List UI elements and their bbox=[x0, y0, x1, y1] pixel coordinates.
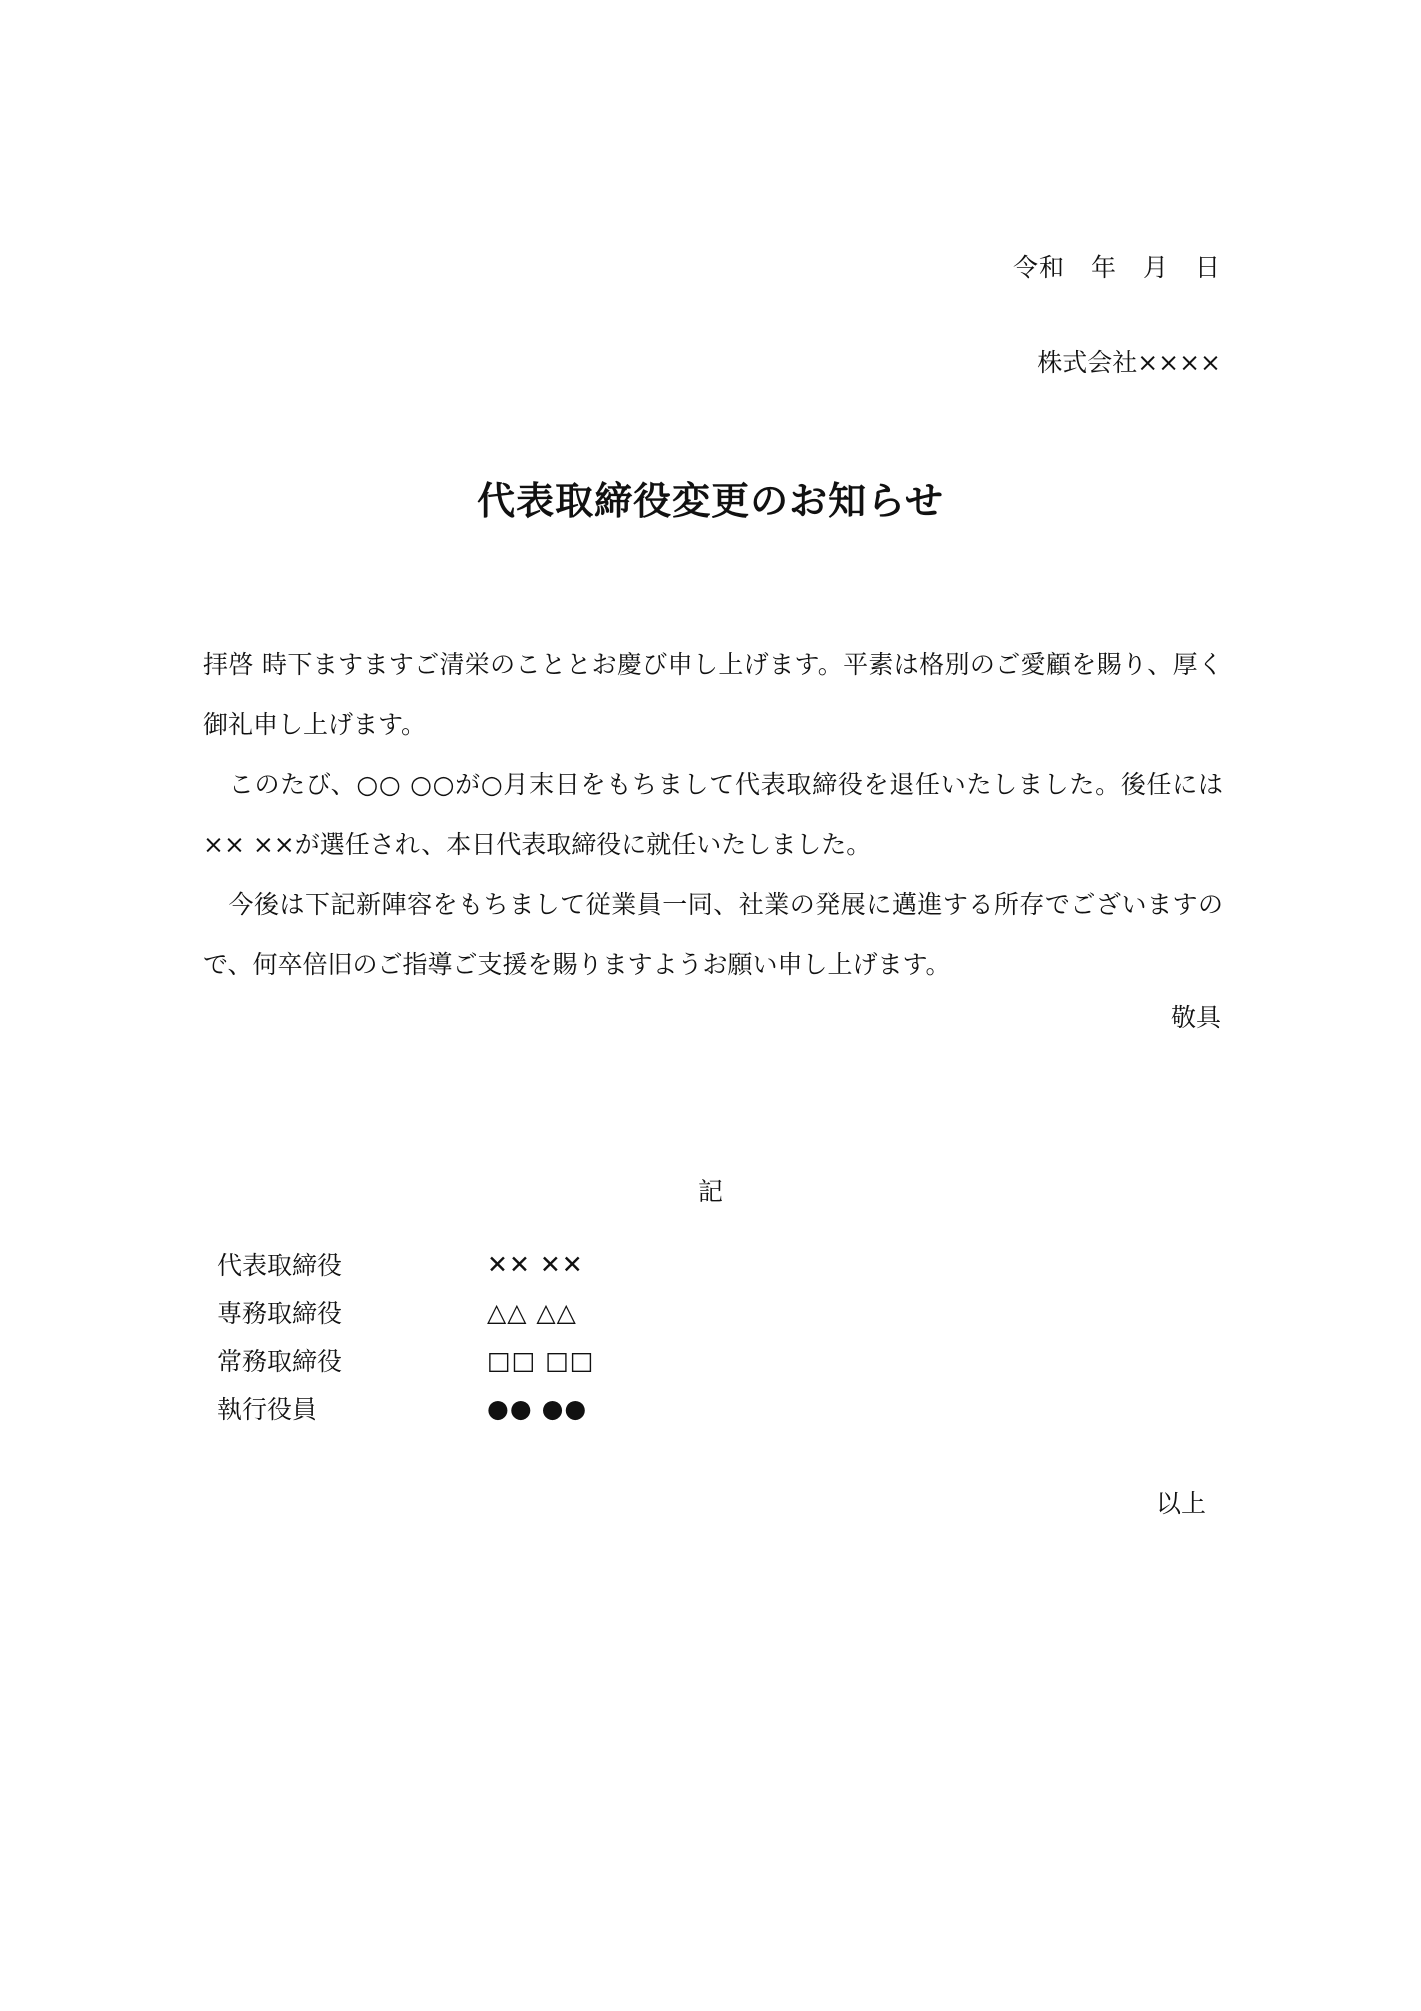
paragraph-request: 今後は下記新陣容をもちまして従業員一同、社業の発展に邁進する所存でございますので、何卒倍旧のご指導ご支援を賜りますようお願い申し上げます。 bbox=[203, 890, 1223, 979]
record-heading: 記 bbox=[697, 1177, 723, 1206]
paragraph-announcement: このたび、○○ ○○が○月末日をもちまして代表取締役を退任いたしました。後任には×× ××が選任され、本日代表取締役に就任いたしました。 bbox=[203, 770, 1223, 859]
letter-body bbox=[203, 635, 1223, 995]
officer-roster bbox=[217, 1240, 594, 1432]
roster-row-representative-director bbox=[217, 1240, 594, 1288]
closing-keigu: 敬具 bbox=[1170, 1003, 1221, 1032]
roster-name: △△ △△ bbox=[487, 1297, 577, 1327]
roster-role: 代表取締役 bbox=[217, 1251, 343, 1280]
roster-role: 専務取締役 bbox=[217, 1299, 343, 1328]
company-name: 株式会社×××× bbox=[1037, 348, 1221, 377]
paragraph-greeting: 拝啓 時下ますますご清栄のこととお慶び申し上げます。平素は格別のご愛顧を賜り、厚く御礼申し上げます。 bbox=[203, 650, 1223, 739]
roster-role: 執行役員 bbox=[217, 1395, 318, 1424]
roster-row-managing-director bbox=[217, 1336, 594, 1384]
roster-name: ●● ●● bbox=[487, 1393, 588, 1423]
roster-role: 常務取締役 bbox=[217, 1347, 343, 1376]
document-title: 代表取締役変更のお知らせ bbox=[477, 478, 944, 523]
closing-ijo: 以上 bbox=[1155, 1489, 1206, 1518]
roster-name: □□ □□ bbox=[487, 1345, 595, 1375]
roster-name: ✕✕ ✕✕ bbox=[487, 1249, 584, 1279]
date-line: 令和 年 月 日 bbox=[1012, 253, 1221, 282]
roster-row-senior-managing-director bbox=[217, 1288, 594, 1336]
roster-row-executive-officer bbox=[217, 1384, 594, 1432]
